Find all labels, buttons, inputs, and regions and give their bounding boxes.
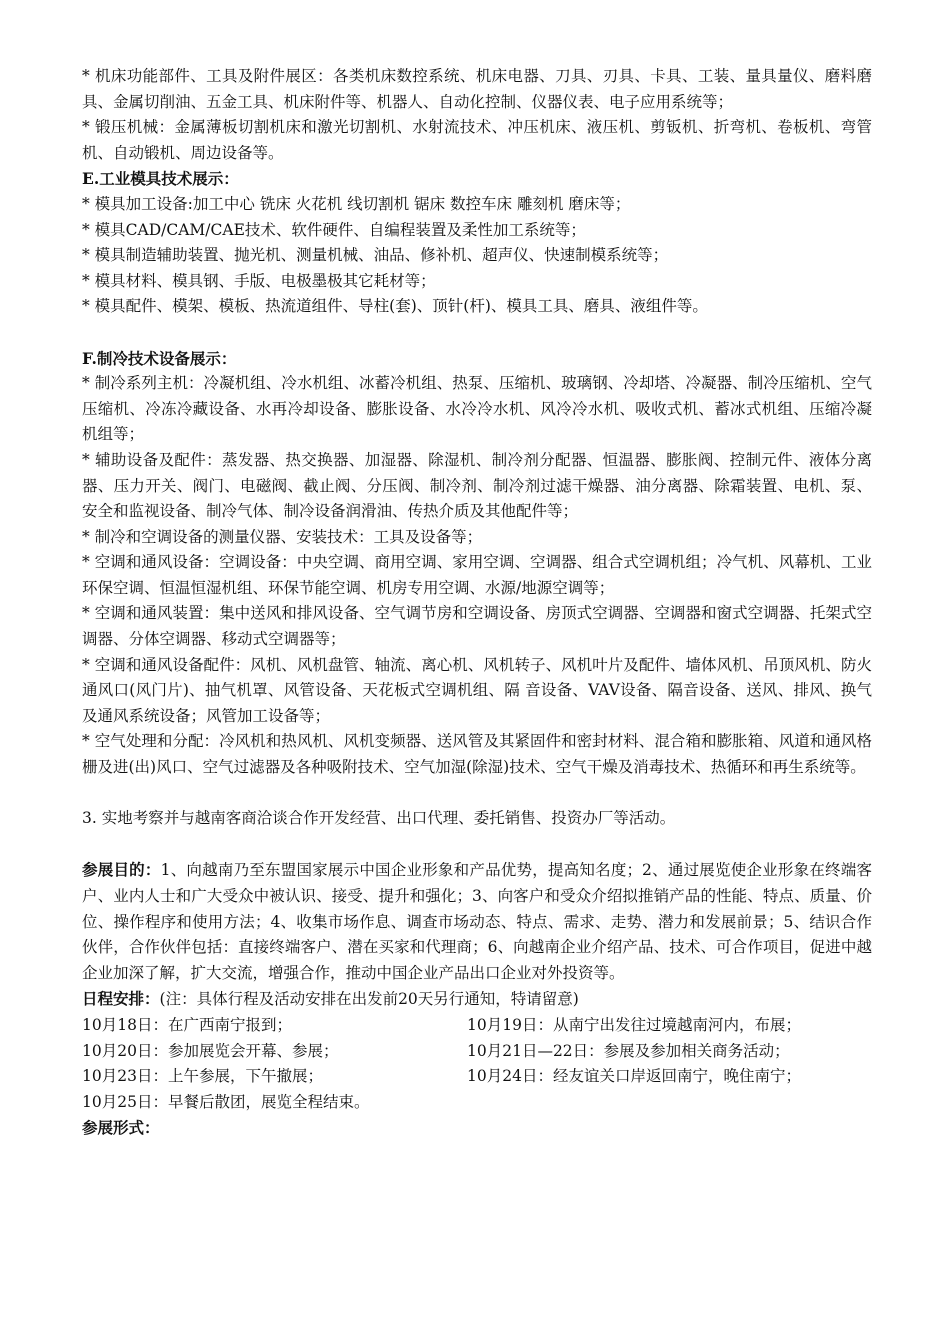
schedule-table [82, 1013, 872, 1115]
purpose-paragraph [82, 857, 872, 986]
document-page [82, 64, 872, 1141]
schedule-note: (注：具体行程及活动安排在出发前20天另行通知，特请留意) [159, 990, 579, 1009]
schedule-entry [467, 1090, 872, 1116]
section-d-item-2: * 锻压机械：金属薄板切割机床和激光切割机、水射流技术、冲压机床、液压机、剪钣机、折弯机、卷板机、弯管机、自动锻机、周边设备等。 [82, 118, 872, 162]
purpose-text: 1、向越南乃至东盟国家展示中国企业形象和产品优势，提高知名度；2、通过展览使企业形象在终端客户、业内人士和广大受众中被认识、接受、提升和强化；3、向客户和受众介绍拟推销产品的性能、特点、质量、价位、操作程序和使用方法；4、收集市场作息、调查市场动态、特点、需求、走势、潜力和发展前景；5、结识合作伙伴，合作伙伴包括：直接终端客户、潜在买家和代理商；6、向越南企业介绍产品、技术、可合作项目，促进中越企业加深了解，扩大交流，增强合作，推动中国企业产品出口企业对外投资等。 [82, 861, 872, 982]
section-f-heading: F.制冷技术设备展示： [82, 348, 237, 368]
section-e-heading: E.工业模具技术展示： [82, 169, 239, 189]
section-f-item-1: * 制冷系列主机：冷凝机组、冷水机组、冰蓄冷机组、热泵、压缩机、玻璃钢、冷却塔、冷凝器、制冷压缩机、空气压缩机、冷冻冷藏设备、水再冷却设备、膨胀设备、水冷冷水机、风冷冷水机、吸收式机、蓄冰式机组、压缩冷凝机组等； [82, 374, 872, 444]
schedule-entry: 10月20日：参加展览会开幕、参展； [82, 1041, 339, 1060]
blank-line [82, 320, 872, 346]
schedule-entry: 10月24日：经友谊关口岸返回南宁，晚住南宁； [467, 1067, 801, 1086]
blank-line [82, 781, 872, 807]
schedule-entry: 10月25日：早餐后散团，展览全程结束。 [82, 1092, 370, 1111]
schedule-entry: 10月23日：上午参展，下午撤展； [82, 1067, 323, 1086]
schedule-heading [82, 986, 872, 1013]
section-d-item-1: * 机床功能部件、工具及附件展区：各类机床数控系统、机床电器、刀具、刃具、卡具、工装、量具量仪、磨料磨具、金属切削油、五金工具、机床附件等、机器人、自动化控制、仪器仪表、电子应用系统等； [82, 67, 872, 111]
blank-line [82, 832, 872, 858]
schedule-label: 日程安排： [82, 989, 160, 1009]
section-f-item-3: * 制冷和空调设备的测量仪器、安装技术：工具及设备等； [82, 527, 483, 546]
section-e-item-5: * 模具配件、模架、模板、热流道组件、导柱(套)、顶针(杆)、模具工具、磨具、液组件等。 [82, 297, 708, 316]
schedule-entry: 10月19日：从南宁出发往过境越南河内，布展； [467, 1015, 801, 1034]
item-3-text: 3. 实地考察并与越南客商洽谈合作开发经营、出口代理、委托销售、投资办厂等活动。 [82, 809, 676, 828]
schedule-entry: 10月18日：在广西南宁报到； [82, 1015, 292, 1034]
section-e-item-2: * 模具CAD/CAM/CAE技术、软件硬件、自编程装置及柔性加工系统等； [82, 220, 586, 239]
section-f-item-2: * 辅助设备及配件：蒸发器、热交换器、加湿器、除湿机、制冷剂分配器、恒温器、膨胀阀、控制元件、液体分离器、压力开关、阀门、电磁阀、截止阀、分压阀、制冷剂、制冷剂过滤干燥器、油分离器、除霜装置、电机、泵、安全和监视设备、制冷气体、制冷设备润滑油、传热介质及其他配件等； [82, 450, 872, 521]
section-f-item-7: * 空气处理和分配：冷风机和热风机、风机变频器、送风管及其紧固件和密封材料、混合箱和膨胀箱、风道和通风格栅及进(出)风口、空气过滤器及各种吸附技术、空气加湿(除湿)技术、空气干燥及消毒技术、热循环和再生系统等。 [82, 732, 872, 777]
section-e-item-3: * 模具制造辅助装置、抛光机、测量机械、油品、修补机、超声仪、快速制模系统等； [82, 246, 669, 265]
section-e-item-1: * 模具加工设备:加工中心 铣床 火花机 线切割机 锯床 数控车床 雕刻机 磨床等； [82, 194, 631, 213]
section-f-item-6: * 空调和通风设备配件：风机、风机盘管、轴流、离心机、风机转子、风机叶片及配件、墙体风机、吊顶风机、防火通风口(风门片)、抽气机罩、风管设备、天花板式空调机组、隔 音设备、VAV设备、隔音设备、送风、排风、换气及通风系统设备；风管加工设备等； [82, 655, 872, 725]
schedule-entry: 10月21日—22日：参展及参加相关商务活动； [467, 1041, 790, 1060]
purpose-label: 参展目的： [82, 860, 161, 880]
section-f-item-5: * 空调和通风装置：集中送风和排风设备、空气调节房和空调设备、房顶式空调器、空调器和窗式空调器、托架式空调器、分体空调器、移动式空调器等； [82, 604, 872, 649]
section-e-item-4: * 模具材料、模具钢、手版、电极墨极其它耗材等； [82, 271, 436, 290]
form-label: 参展形式： [82, 1118, 160, 1138]
section-f-item-4: * 空调和通风设备：空调设备：中央空调、商用空调、家用空调、空调器、组合式空调机组；冷气机、风幕机、工业环保空调、恒温恒湿机组、环保节能空调、机房专用空调、水源/地源空调等； [82, 553, 872, 597]
